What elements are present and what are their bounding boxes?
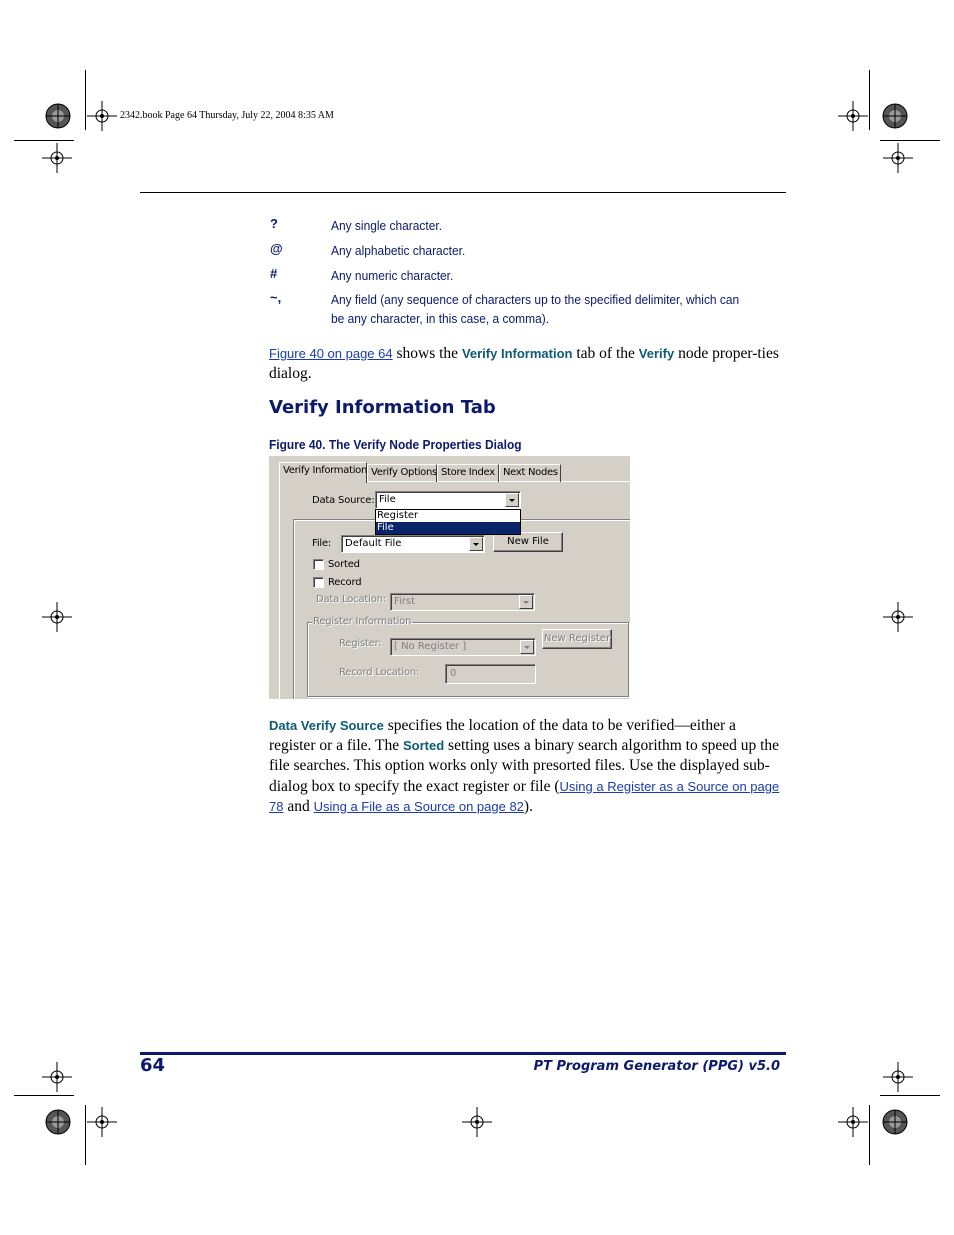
- chevron-down-icon[interactable]: [505, 493, 519, 507]
- sorted-checkbox[interactable]: [313, 559, 324, 570]
- crosshair-icon: [42, 602, 72, 632]
- file-value: Default File: [345, 538, 402, 549]
- crosshair-icon: [462, 1107, 492, 1137]
- body-text: and: [283, 797, 314, 815]
- body-paragraph: [269, 716, 786, 817]
- footer-title: PT Program Generator (PPG) v5.0: [533, 1059, 780, 1074]
- body-text: specifies the location of the data to be verified—either a register or a file. The: [269, 717, 736, 755]
- record-location-field[interactable]: 0: [445, 664, 536, 684]
- file-select[interactable]: [341, 535, 485, 553]
- symbol-description: Any numeric character.: [331, 268, 454, 283]
- data-location-select[interactable]: [390, 593, 535, 611]
- record-label: Record: [328, 577, 362, 588]
- registration-target-icon: [881, 1108, 909, 1136]
- dropdown-option-register[interactable]: Register: [377, 510, 419, 521]
- symbol-description: Any alphabetic character.: [331, 243, 466, 258]
- intro-text: shows the: [392, 345, 462, 362]
- page-number: 64: [140, 1055, 166, 1076]
- crosshair-icon: [883, 602, 913, 632]
- register-select[interactable]: [390, 638, 536, 656]
- symbol-description: Any single character.: [331, 218, 443, 233]
- chevron-down-icon[interactable]: [519, 595, 533, 609]
- crosshair-icon: [87, 1107, 117, 1137]
- data-location-label: Data Location:: [316, 594, 386, 605]
- registration-target-icon: [881, 102, 909, 130]
- data-source-label: Data Source:: [312, 495, 375, 506]
- data-source-dropdown: [375, 509, 521, 535]
- term-verify: Verify: [638, 346, 675, 361]
- record-checkbox[interactable]: [313, 577, 324, 588]
- registration-target-icon: [44, 1108, 72, 1136]
- symbol-description: Any field (any sequence of characters up to the specified delimiter, which can be any character, in this case, a comma).: [331, 292, 740, 326]
- new-register-button[interactable]: New Register: [542, 629, 612, 649]
- file-label: File:: [312, 538, 332, 549]
- tab-verify-information[interactable]: Verify Information: [279, 462, 367, 483]
- register-information-label: Register Information: [313, 616, 412, 627]
- term-sorted: Sorted: [403, 738, 445, 754]
- intro-paragraph: [269, 344, 786, 384]
- data-source-value: File: [379, 494, 396, 505]
- section-title: Verify Information Tab: [269, 397, 496, 418]
- footer-rule: [140, 1052, 786, 1055]
- body-text: setting uses a binary search algorithm to speed up the file searches. This option works only with presorted files. Use the displayed sub-dialog box to specify the exact register or file (: [269, 737, 780, 795]
- crosshair-icon: [883, 1062, 913, 1092]
- intro-text: tab of the: [572, 345, 639, 362]
- crosshair-icon: [838, 101, 868, 131]
- record-location-label: Record Location:: [339, 667, 420, 678]
- term-data-verify-source: Data Verify Source: [269, 718, 384, 733]
- crosshair-icon: [42, 1062, 72, 1092]
- symbol: #: [270, 266, 278, 281]
- crosshair-icon: [42, 143, 72, 173]
- chevron-down-icon[interactable]: [520, 640, 534, 654]
- crosshair-icon: [883, 143, 913, 173]
- body-text: ).: [523, 797, 533, 815]
- registration-target-icon: [44, 102, 72, 130]
- verify-node-properties-dialog: [269, 456, 630, 699]
- register-source-link[interactable]: Using a Register as a Source on page 78: [269, 778, 780, 814]
- dropdown-option-file[interactable]: File: [376, 522, 520, 534]
- data-source-select[interactable]: [375, 491, 521, 509]
- register-label: Register:: [339, 638, 382, 649]
- tab-verify-options[interactable]: Verify Options: [367, 464, 437, 482]
- new-file-button[interactable]: New File: [493, 532, 563, 552]
- book-header: 2342.book Page 64 Thursday, July 22, 2004 8:35 AM: [120, 110, 334, 121]
- figure-caption: Figure 40. The Verify Node Properties Dialog: [269, 437, 522, 452]
- data-location-value: First: [394, 596, 416, 607]
- crosshair-icon: [87, 101, 117, 131]
- register-value: [ No Register ]: [394, 641, 467, 652]
- figure-link[interactable]: Figure 40 on page 64: [269, 346, 393, 361]
- intro-text: node proper-ties dialog.: [269, 345, 779, 383]
- tab-store-index[interactable]: Store Index: [437, 464, 499, 482]
- crosshair-icon: [838, 1107, 868, 1137]
- header-rule: [140, 192, 786, 193]
- symbol: ~,: [270, 290, 282, 305]
- term-verify-information: Verify Information: [461, 346, 573, 361]
- tab-next-nodes[interactable]: Next Nodes: [499, 464, 561, 482]
- file-source-link[interactable]: Using a File as a Source on page 82: [313, 798, 524, 814]
- symbol: ?: [270, 216, 278, 231]
- sorted-label: Sorted: [328, 559, 360, 570]
- chevron-down-icon[interactable]: [469, 537, 483, 551]
- symbol: @: [270, 241, 283, 256]
